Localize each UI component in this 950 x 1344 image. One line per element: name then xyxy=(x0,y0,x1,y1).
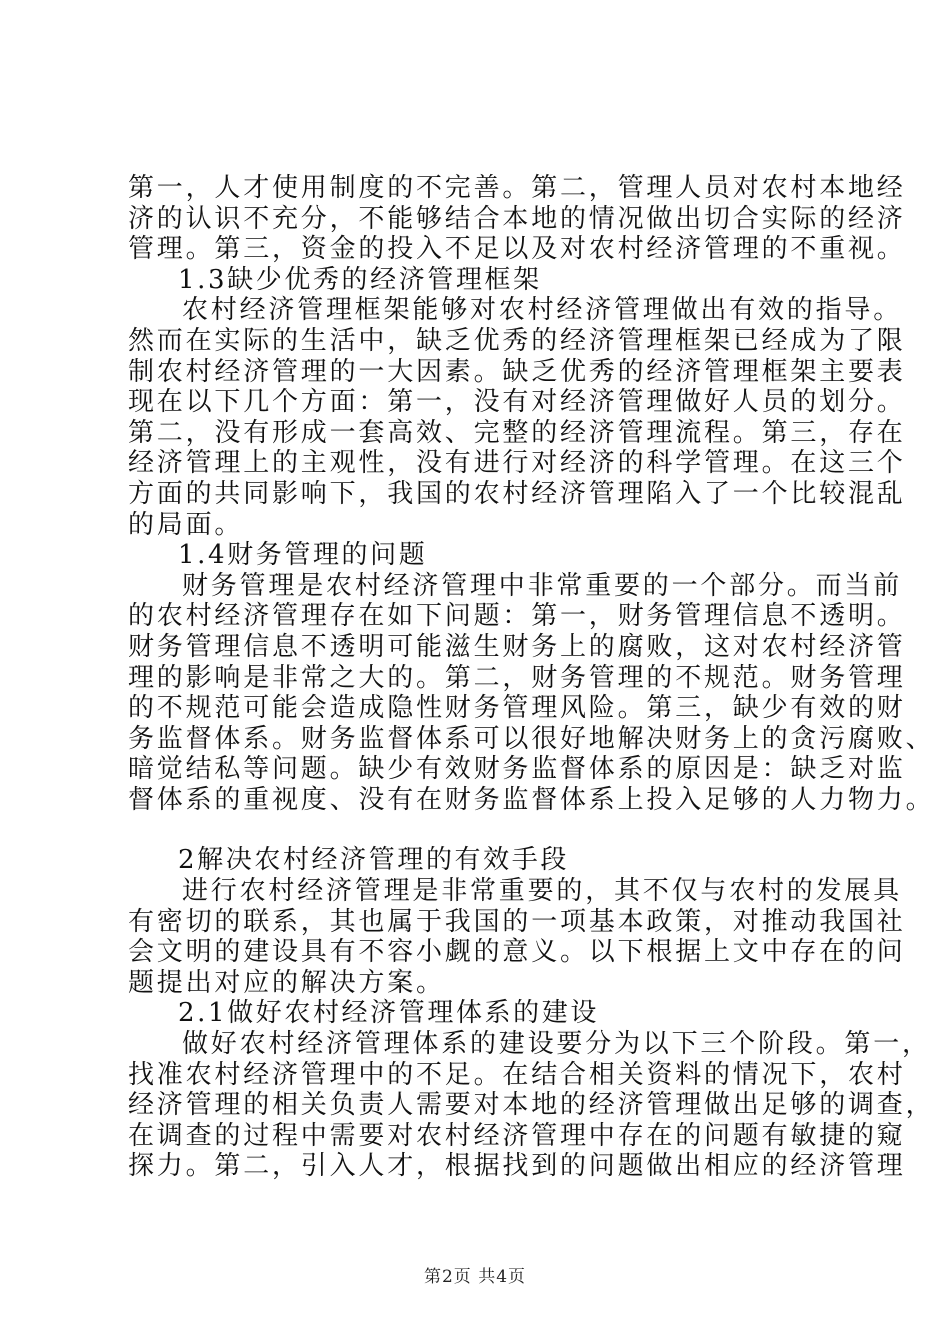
document-page xyxy=(128,173,935,1182)
paragraph-line: 的不规范可能会造成隐性财务管理风险。第三，缺少有效的财 xyxy=(128,693,906,724)
paragraph-line: 在调查的过程中需要对农村经济管理中存在的问题有敏捷的窥 xyxy=(128,1120,906,1151)
paragraph-line: 探力。第二，引入人才，根据找到的问题做出相应的经济管理 xyxy=(128,1151,906,1182)
paragraph-line: 做好农村经济管理体系的建设要分为以下三个阶段。第一， xyxy=(182,1029,931,1060)
section-heading-1-3: 1.3缺少优秀的经济管理框架 xyxy=(178,264,542,295)
paragraph-line: 督体系的重视度、没有在财务监督体系上投入足够的人力物力。 xyxy=(128,784,935,815)
section-gap xyxy=(128,815,828,845)
paragraph-line: 理的影响是非常之大的。第二，财务管理的不规范。财务管理 xyxy=(128,662,906,693)
paragraph-line: 方面的共同影响下，我国的农村经济管理陷入了一个比较混乱 xyxy=(128,478,906,509)
paragraph-line: 会文明的建设具有不容小觑的意义。以下根据上文中存在的问 xyxy=(128,937,906,968)
paragraph-line: 进行农村经济管理是非常重要的，其不仅与农村的发展具 xyxy=(182,876,903,907)
paragraph-line: 财务管理是农村经济管理中非常重要的一个部分。而当前 xyxy=(182,570,903,601)
section-heading-2-1: 2.1做好农村经济管理体系的建设 xyxy=(178,998,599,1029)
paragraph-line: 财务管理信息不透明可能滋生财务上的腐败，这对农村经济管 xyxy=(128,631,906,662)
paragraph-line: 经济管理上的主观性，没有进行对经济的科学管理。在这三个 xyxy=(128,448,906,479)
paragraph-line: 农村经济管理框架能够对农村经济管理做出有效的指导。 xyxy=(182,295,903,326)
paragraph-line: 现在以下几个方面：第一，没有对经济管理做好人员的划分。 xyxy=(128,387,906,418)
paragraph-line: 管理。第三，资金的投入不足以及对农村经济管理的不重视。 xyxy=(128,234,906,265)
paragraph-line: 找准农村经济管理中的不足。在结合相关资料的情况下，农村 xyxy=(128,1059,906,1090)
paragraph-line: 制农村经济管理的一大因素。缺乏优秀的经济管理框架主要表 xyxy=(128,356,906,387)
paragraph-line: 然而在实际的生活中，缺乏优秀的经济管理框架已经成为了限 xyxy=(128,325,906,356)
section-heading-1-4: 1.4财务管理的问题 xyxy=(178,540,428,571)
paragraph-line: 题提出对应的解决方案。 xyxy=(128,967,445,998)
paragraph-line: 暗觉结私等问题。缺少有效财务监督体系的原因是：缺乏对监 xyxy=(128,754,906,785)
paragraph-line: 有密切的联系，其也属于我国的一项基本政策，对推动我国社 xyxy=(128,906,906,937)
paragraph-line: 济的认识不充分，不能够结合本地的情况做出切合实际的经济 xyxy=(128,203,906,234)
paragraph-line: 务监督体系。财务监督体系可以很好地解决财务上的贪污腐败、 xyxy=(128,723,935,754)
paragraph-line: 经济管理的相关负责人需要对本地的经济管理做出足够的调查， xyxy=(128,1090,935,1121)
section-heading-2: 2解决农村经济管理的有效手段 xyxy=(178,845,569,876)
paragraph-line: 的农村经济管理存在如下问题：第一，财务管理信息不透明。 xyxy=(128,601,906,632)
paragraph-line: 的局面。 xyxy=(128,509,244,540)
page-number-footer: 第2页 共4页 xyxy=(423,1267,527,1287)
paragraph-line: 第二，没有形成一套高效、完整的经济管理流程。第三，存在 xyxy=(128,417,906,448)
paragraph-line: 第一，人才使用制度的不完善。第二，管理人员对农村本地经 xyxy=(128,173,906,203)
